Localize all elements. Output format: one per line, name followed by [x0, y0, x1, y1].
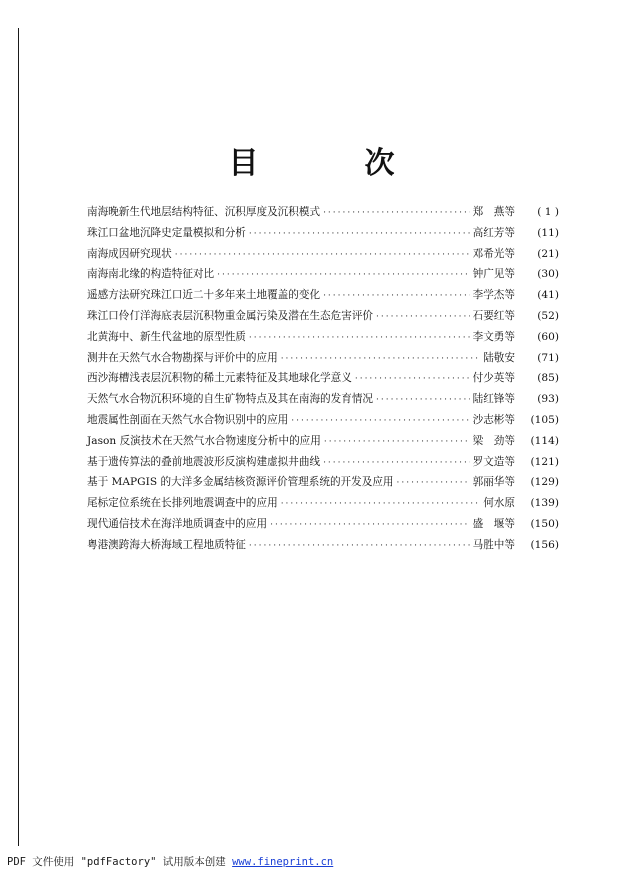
toc-entry-page: (52): [537, 309, 559, 322]
toc-entry[interactable]: [87, 306, 559, 327]
toc-entry-page: ( 1 ): [537, 206, 559, 218]
toc-entry-page: (71): [537, 351, 559, 364]
toc-entry[interactable]: [87, 348, 559, 369]
toc-entry[interactable]: [87, 244, 559, 265]
toc-entry[interactable]: [87, 410, 559, 431]
toc-entry-page: (114): [530, 434, 559, 447]
toc-entry-page: (129): [530, 476, 559, 489]
toc-entry-page: (156): [530, 538, 559, 551]
dot-leader: [291, 411, 469, 432]
toc-entry-author: 陆红锋等: [472, 393, 515, 406]
toc-entry-author: 郑 燕等: [472, 206, 515, 218]
toc-entry[interactable]: [87, 431, 559, 452]
toc-entry[interactable]: [87, 202, 559, 223]
toc-entry[interactable]: [87, 327, 559, 348]
toc-entry-page: (139): [530, 497, 559, 510]
toc-entry-author: 马胜中等: [472, 538, 515, 551]
footer-link[interactable]: www.fineprint.cn: [232, 856, 334, 868]
toc-entry-author: 李学杰等: [472, 289, 515, 302]
dot-leader: [323, 453, 470, 474]
toc-entry-author: 钟广见等: [472, 268, 515, 281]
toc-entry-title: 测井在天然气水合物勘探与评价中的应用: [87, 351, 278, 364]
toc-entry-page: (105): [530, 413, 559, 426]
toc-entry[interactable]: [87, 264, 559, 285]
dot-leader: [281, 349, 481, 370]
toc-entry-author: 盛 堰等: [472, 517, 515, 530]
toc-entry-title: 粤港澳跨海大桥海域工程地质特征: [87, 538, 246, 551]
toc-entry-title: Jason 反演技术在天然气水合物速度分析中的应用: [87, 434, 321, 447]
dot-leader: [175, 245, 470, 266]
dot-leader: [217, 265, 470, 286]
toc-entry[interactable]: [87, 493, 559, 514]
dot-leader: [397, 473, 470, 494]
toc-entry-title: 地震属性剖面在天然气水合物识别中的应用: [87, 413, 289, 426]
toc-entry-author: 何水原: [483, 497, 515, 510]
toc-entry-title: 基于 MAPGIS 的大洋多金属结核资源评价管理系统的开发及应用: [87, 476, 394, 489]
dot-leader: [249, 224, 470, 245]
toc-entry-author: 沙志彬等: [472, 413, 515, 426]
dot-leader: [281, 494, 481, 515]
toc-entry[interactable]: [87, 389, 559, 410]
toc-entry-page: (85): [537, 372, 559, 385]
toc-entry-page: (21): [537, 247, 559, 260]
toc-entry-author: 郭丽华等: [472, 476, 515, 489]
toc-entry-title: 北黄海中、新生代盆地的原型性质: [87, 330, 246, 343]
toc-entry-page: (11): [537, 226, 559, 239]
toc-entry-author: 付少英等: [472, 372, 515, 385]
toc-entry-page: (60): [537, 330, 559, 343]
toc-entry[interactable]: [87, 514, 559, 535]
toc-entry-author: 高红芳等: [472, 226, 515, 239]
dot-leader: [323, 203, 470, 224]
toc-entry-title: 南海晚新生代地层结构特征、沉积厚度及沉积模式: [87, 206, 321, 218]
toc-entry[interactable]: [87, 472, 559, 493]
toc-entry-author: 罗文造等: [472, 455, 515, 468]
toc-entry[interactable]: [87, 368, 559, 389]
toc-entry-author: 陆敬安: [483, 351, 515, 364]
pdf-footer: [7, 854, 333, 869]
toc-entry-title: 南海成因研究现状: [87, 247, 172, 260]
dot-leader: [355, 369, 470, 390]
toc-entry-title: 现代通信技术在海洋地质调查中的应用: [87, 517, 268, 530]
toc-entry-title: 南海南北缘的构造特征对比: [87, 268, 215, 281]
toc-entry-page: (30): [537, 268, 559, 281]
dot-leader: [270, 515, 470, 536]
toc-entry-page: (121): [530, 455, 559, 468]
toc-entry-title: 天然气水合物沉积环境的自生矿物特点及其在南海的发育情况: [87, 393, 374, 406]
dot-leader: [324, 432, 470, 453]
toc-entry-title: 西沙海槽浅表层沉积物的稀土元素特征及其地球化学意义: [87, 372, 352, 385]
toc-entry-title: 珠江口盆地沉降史定量模拟和分析: [87, 226, 246, 239]
table-of-contents: [87, 202, 559, 556]
toc-entry-title: 基于遗传算法的叠前地震波形反演构建虚拟井曲线: [87, 455, 321, 468]
toc-entry-author: 梁 劲等: [472, 434, 515, 447]
footer-text: PDF 文件使用 "pdfFactory" 试用版本创建: [7, 856, 233, 868]
toc-entry-page: (41): [537, 289, 559, 302]
toc-entry-title: 遥感方法研究珠江口近二十多年来土地覆盖的变化: [87, 289, 321, 302]
dot-leader: [376, 390, 470, 411]
toc-entry[interactable]: [87, 285, 559, 306]
toc-entry-title: 珠江口伶仃洋海底表层沉积物重金属污染及潜在生态危害评价: [87, 309, 374, 322]
dot-leader: [323, 286, 470, 307]
dot-leader: [376, 307, 470, 328]
toc-entry[interactable]: [87, 452, 559, 473]
toc-entry-author: 石要红等: [472, 309, 515, 322]
page-title: 目 次: [228, 146, 433, 181]
toc-entry-author: 邓希光等: [472, 247, 515, 260]
dot-leader: [249, 328, 470, 349]
toc-entry[interactable]: [87, 223, 559, 244]
toc-entry-page: (150): [530, 517, 559, 530]
toc-entry-author: 李文勇等: [472, 330, 515, 343]
toc-entry[interactable]: [87, 535, 559, 556]
toc-entry-page: (93): [537, 393, 559, 406]
dot-leader: [249, 536, 470, 557]
toc-entry-title: 尾标定位系统在长排列地震调查中的应用: [87, 497, 278, 510]
